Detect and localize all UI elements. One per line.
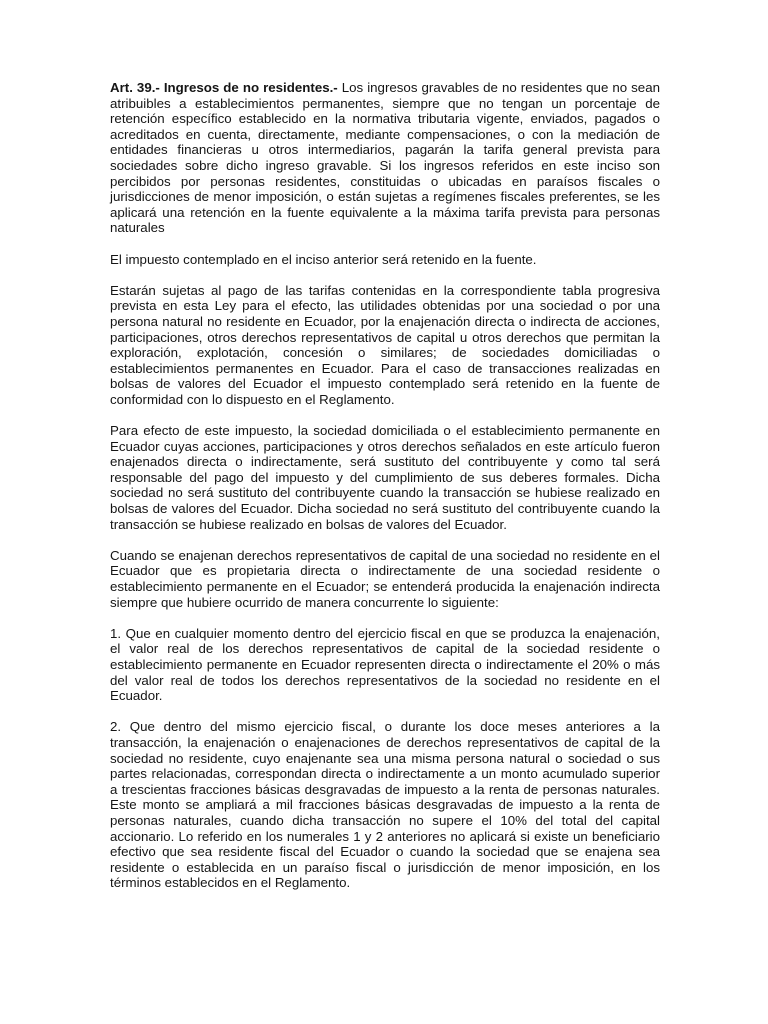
paragraph-progressive-rates: Estarán sujetas al pago de las tarifas contenidas en la correspondiente tabla progresiva prevista en esta Ley para el efecto, las utilidades obtenidas por una sociedad o por una persona natural no residente en Ecuador, por la enajenación directa o indirecta de acciones, participaciones, otros derechos representativos de capital u otros derechos que permitan la exploración, explotación, concesión o similares; de sociedades domiciliadas o establecimientos permanentes en Ecuador. Para el caso de transacciones realizadas en bolsas de valores del Ecuador el impuesto contemplado será retenido en la fuente de conformidad con lo dispuesto en el Reglamento. xyxy=(110,282,660,407)
paragraph-condition-1: 1. Que en cualquier momento dentro del ejercicio fiscal en que se produzca la enajenación, el valor real de los derechos representativos de capital de la sociedad residente o establecimiento permanente en Ecuador representen directa o indirectamente el 20% o más del valor real de todos los derechos representativos de la sociedad no residente en el Ecuador. xyxy=(110,625,660,704)
paragraph-condition-2: 2. Que dentro del mismo ejercicio fiscal, o durante los doce meses anteriores a la transacción, la enajenación o enajenaciones de derechos representativos de capital de la sociedad no residente, cuyo enajenante sea una misma persona natural o sociedad o sus partes relacionadas, correspondan directa o indirectamente a un monto acumulado superior a trescientas fracciones básicas desgravadas de impuesto a la renta de personas naturales. Este monto se ampliará a mil fracciones básicas desgravadas de impuesto a la renta de personas naturales, cuando dicha transacción no supere el 10% del total del capital accionario. Lo referido en los numerales 1 y 2 anteriores no aplicará si existe un beneficiario efectivo que sea residente fiscal del Ecuador o cuando la sociedad que se enajena sea residente o establecida en un paraíso fiscal o jurisdicción de menor imposición, en los términos establecidos en el Reglamento. xyxy=(110,719,660,891)
article-intro-paragraph xyxy=(110,80,660,236)
paragraph-indirect-transfer: Cuando se enajenan derechos representativos de capital de una sociedad no residente en el Ecuador que es propietaria directa o indirectamente de una sociedad residente o establecimiento permanente en el Ecuador; se entenderá producida la enajenación indirecta siempre que hubiere ocurrido de manera concurrente lo siguiente: xyxy=(110,547,660,610)
paragraph-substitute-taxpayer: Para efecto de este impuesto, la sociedad domiciliada o el establecimiento permanente en Ecuador cuyas acciones, participaciones y otros derechos señalados en este artículo fueron enajenados directa o indirectamente, será sustituto del contribuyente y como tal será responsable del pago del impuesto y del cumplimiento de sus deberes formales. Dicha sociedad no será sustituto del contribuyente cuando la transacción se hubiese realizado en bolsas de valores del Ecuador. Dicha sociedad no será sustituto del contribuyente cuando la transacción se hubiese realizado en bolsas de valores del Ecuador. xyxy=(110,423,660,532)
article-heading: Art. 39.- Ingresos de no residentes.- xyxy=(110,80,338,95)
paragraph-retention: El impuesto contemplado en el inciso anterior será retenido en la fuente. xyxy=(110,251,537,267)
article-body xyxy=(110,80,660,906)
article-intro-text: Los ingresos gravables de no residentes que no sean atribuibles a establecimientos permanentes, siempre que no tengan un porcentaje de retención específico establecido en la normativa tributaria vigente, enviados, pagados o acreditados en cuenta, directamente, mediante compensaciones, o con la mediación de entidades financieras u otros intermediarios, pagarán la tarifa general prevista para sociedades sobre dicho ingreso gravable. Si los ingresos referidos en este inciso son percibidos por personas residentes, constituidas o ubicadas en paraísos fiscales o jurisdicciones de menor imposición, o están sujetas a regímenes fiscales preferentes, se les aplicará una retención en la fuente equivalente a la máxima tarifa prevista para personas naturales xyxy=(110,80,660,236)
